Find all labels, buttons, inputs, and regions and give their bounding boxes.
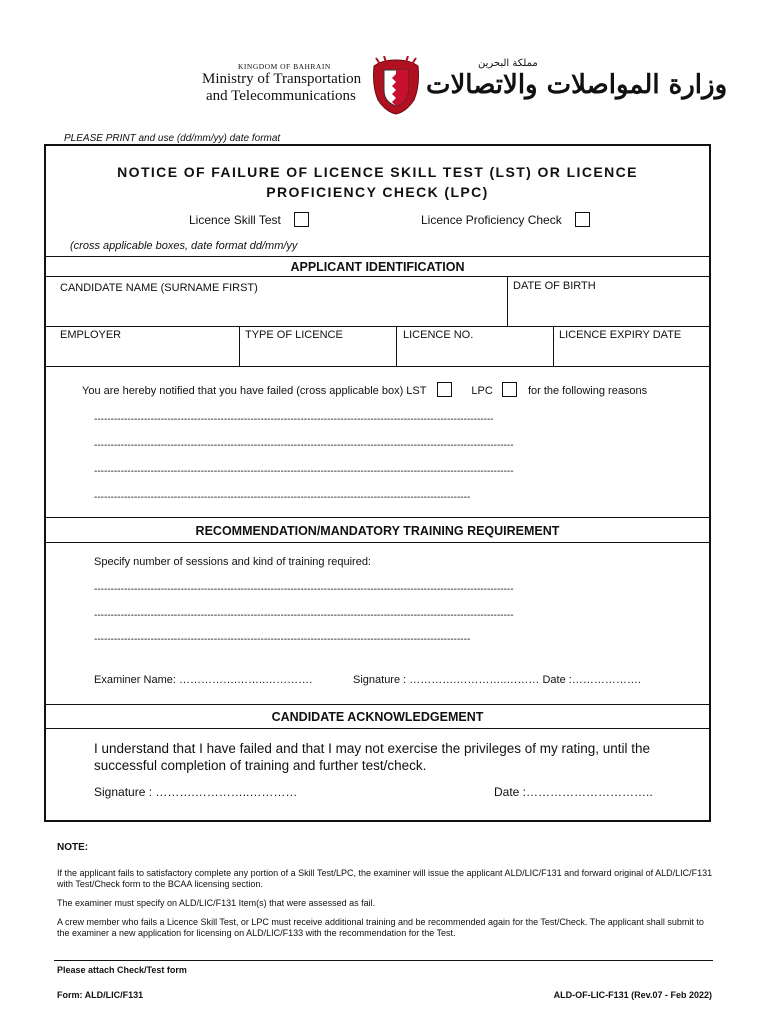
candidate-date-field[interactable]: Date :………………………….. <box>494 785 653 799</box>
divider <box>239 326 240 366</box>
divider <box>396 326 397 366</box>
divider <box>46 256 709 257</box>
failure-notice-text: You are hereby notified that you have failed (cross applicable box) LST <box>82 385 427 397</box>
training-instruction: Specify number of sessions and kind of training required: <box>94 556 371 568</box>
attach-instruction: Please attach Check/Test form <box>57 965 187 975</box>
lst-checkbox-label: Licence Skill Test <box>189 213 281 227</box>
note-paragraph-3: A crew member who fails a Licence Skill Test, or LPC must receive additional training and be recommended again for the Test/Check. The applicant shall submit to the examiner a new application for licensing on ALD/LIC/F133 with the recommendation for the Test. <box>57 917 704 938</box>
divider <box>46 366 709 367</box>
divider <box>507 276 508 326</box>
ministry-name-english <box>198 62 370 105</box>
kingdom-label: KINGDOM OF BAHRAIN <box>238 62 331 71</box>
ministry-header <box>0 50 770 120</box>
note-paragraph-2: The examiner must specify on ALD/LIC/F131 Item(s) that were assessed as fail. <box>57 898 376 908</box>
notes-section <box>57 842 717 947</box>
divider <box>46 276 709 277</box>
divider <box>46 704 709 705</box>
print-instruction: PLEASE PRINT and use (dd/mm/yy) date format <box>64 133 281 144</box>
employer-field[interactable]: EMPLOYER <box>60 329 122 341</box>
reason-line-1[interactable]: ------------------------------------------------------------------------------------------------------------------------ <box>94 414 494 425</box>
lst-option <box>189 212 309 227</box>
examiner-name-field[interactable]: Examiner Name: …………….……..…………. <box>94 674 313 686</box>
form-box <box>44 144 711 822</box>
form-number: Form: ALD/LIC/F131 <box>57 990 144 1000</box>
note-paragraph-1: If the applicant fails to satisfactory complete any portion of a Skill Test/LPC, the examiner will issue the applicant ALD/LIC/F131 and forward original of ALD/LIC/F131 with Test/Check form to the BCAA licensing section. <box>57 868 713 889</box>
checkbox-instruction: (cross applicable boxes, date format dd/mm/yy <box>70 240 298 252</box>
divider <box>553 326 554 366</box>
candidate-name-field[interactable]: CANDIDATE NAME (SURNAME FIRST) <box>60 282 258 294</box>
lpc-checkbox-label: Licence Proficiency Check <box>421 213 562 227</box>
ministry-name-arabic: وزارة المواصلات والاتصالات <box>426 70 728 100</box>
acknowledgement-heading: CANDIDATE ACKNOWLEDGEMENT <box>271 710 484 724</box>
failure-notice <box>82 382 647 397</box>
candidate-signature-field[interactable]: Signature : ……….…………..………… <box>94 785 298 799</box>
bahrain-emblem-icon <box>370 56 422 116</box>
form-title-line-2: PROFICIENCY CHECK (LPC) <box>266 184 489 200</box>
licence-expiry-field[interactable]: LICENCE EXPIRY DATE <box>559 329 682 341</box>
lpc-checkbox[interactable] <box>575 212 590 227</box>
form-title <box>46 162 709 202</box>
divider <box>46 326 709 327</box>
divider <box>46 728 709 729</box>
lpc-option <box>421 212 590 227</box>
applicant-identification-heading: APPLICANT IDENTIFICATION <box>290 260 465 274</box>
recommendation-heading: RECOMMENDATION/MANDATORY TRAINING REQUIREMENT <box>195 524 560 538</box>
ministry-line-1: Ministry of Transportation <box>202 71 362 87</box>
reason-line-4[interactable]: ----------------------------------------------------------------------------------------------------------------- <box>94 492 471 503</box>
acknowledgement-statement: I understand that I have failed and that I may not exercise the privileges of my rating, until the successful completion of training and further test/check. <box>94 741 651 773</box>
footer-divider <box>54 960 713 961</box>
examiner-signature-date-field[interactable]: Signature : ………….…………..……… Date :………………. <box>353 674 641 686</box>
ministry-line-2: and Telecommunications <box>206 88 356 104</box>
reason-line-2[interactable]: ------------------------------------------------------------------------------------------------------------------------------ <box>94 440 514 451</box>
divider <box>46 517 709 518</box>
licence-no-field[interactable]: LICENCE NO. <box>403 329 474 341</box>
failure-reasons-label: for the following reasons <box>527 385 648 397</box>
kingdom-label-arabic: مملكة البحرين <box>478 58 538 69</box>
failure-lpc-label: LPC <box>471 385 493 397</box>
divider <box>46 542 709 543</box>
training-line-2[interactable]: ------------------------------------------------------------------------------------------------------------------------------ <box>94 610 514 621</box>
lst-checkbox[interactable] <box>294 212 309 227</box>
date-of-birth-field[interactable]: DATE OF BIRTH <box>513 280 596 292</box>
reason-line-3[interactable]: ------------------------------------------------------------------------------------------------------------------------------ <box>94 466 514 477</box>
revision-number: ALD-OF-LIC-F131 (Rev.07 - Feb 2022) <box>553 990 712 1000</box>
form-title-line-1: NOTICE OF FAILURE OF LICENCE SKILL TEST (LST) OR LICENCE <box>117 164 638 180</box>
failed-lst-checkbox[interactable] <box>437 382 452 397</box>
failed-lpc-checkbox[interactable] <box>502 382 517 397</box>
type-of-licence-field[interactable]: TYPE OF LICENCE <box>245 329 343 341</box>
training-line-3[interactable]: ----------------------------------------------------------------------------------------------------------------- <box>94 634 471 645</box>
training-line-1[interactable]: ------------------------------------------------------------------------------------------------------------------------------ <box>94 584 514 595</box>
notes-title: NOTE: <box>57 842 89 853</box>
